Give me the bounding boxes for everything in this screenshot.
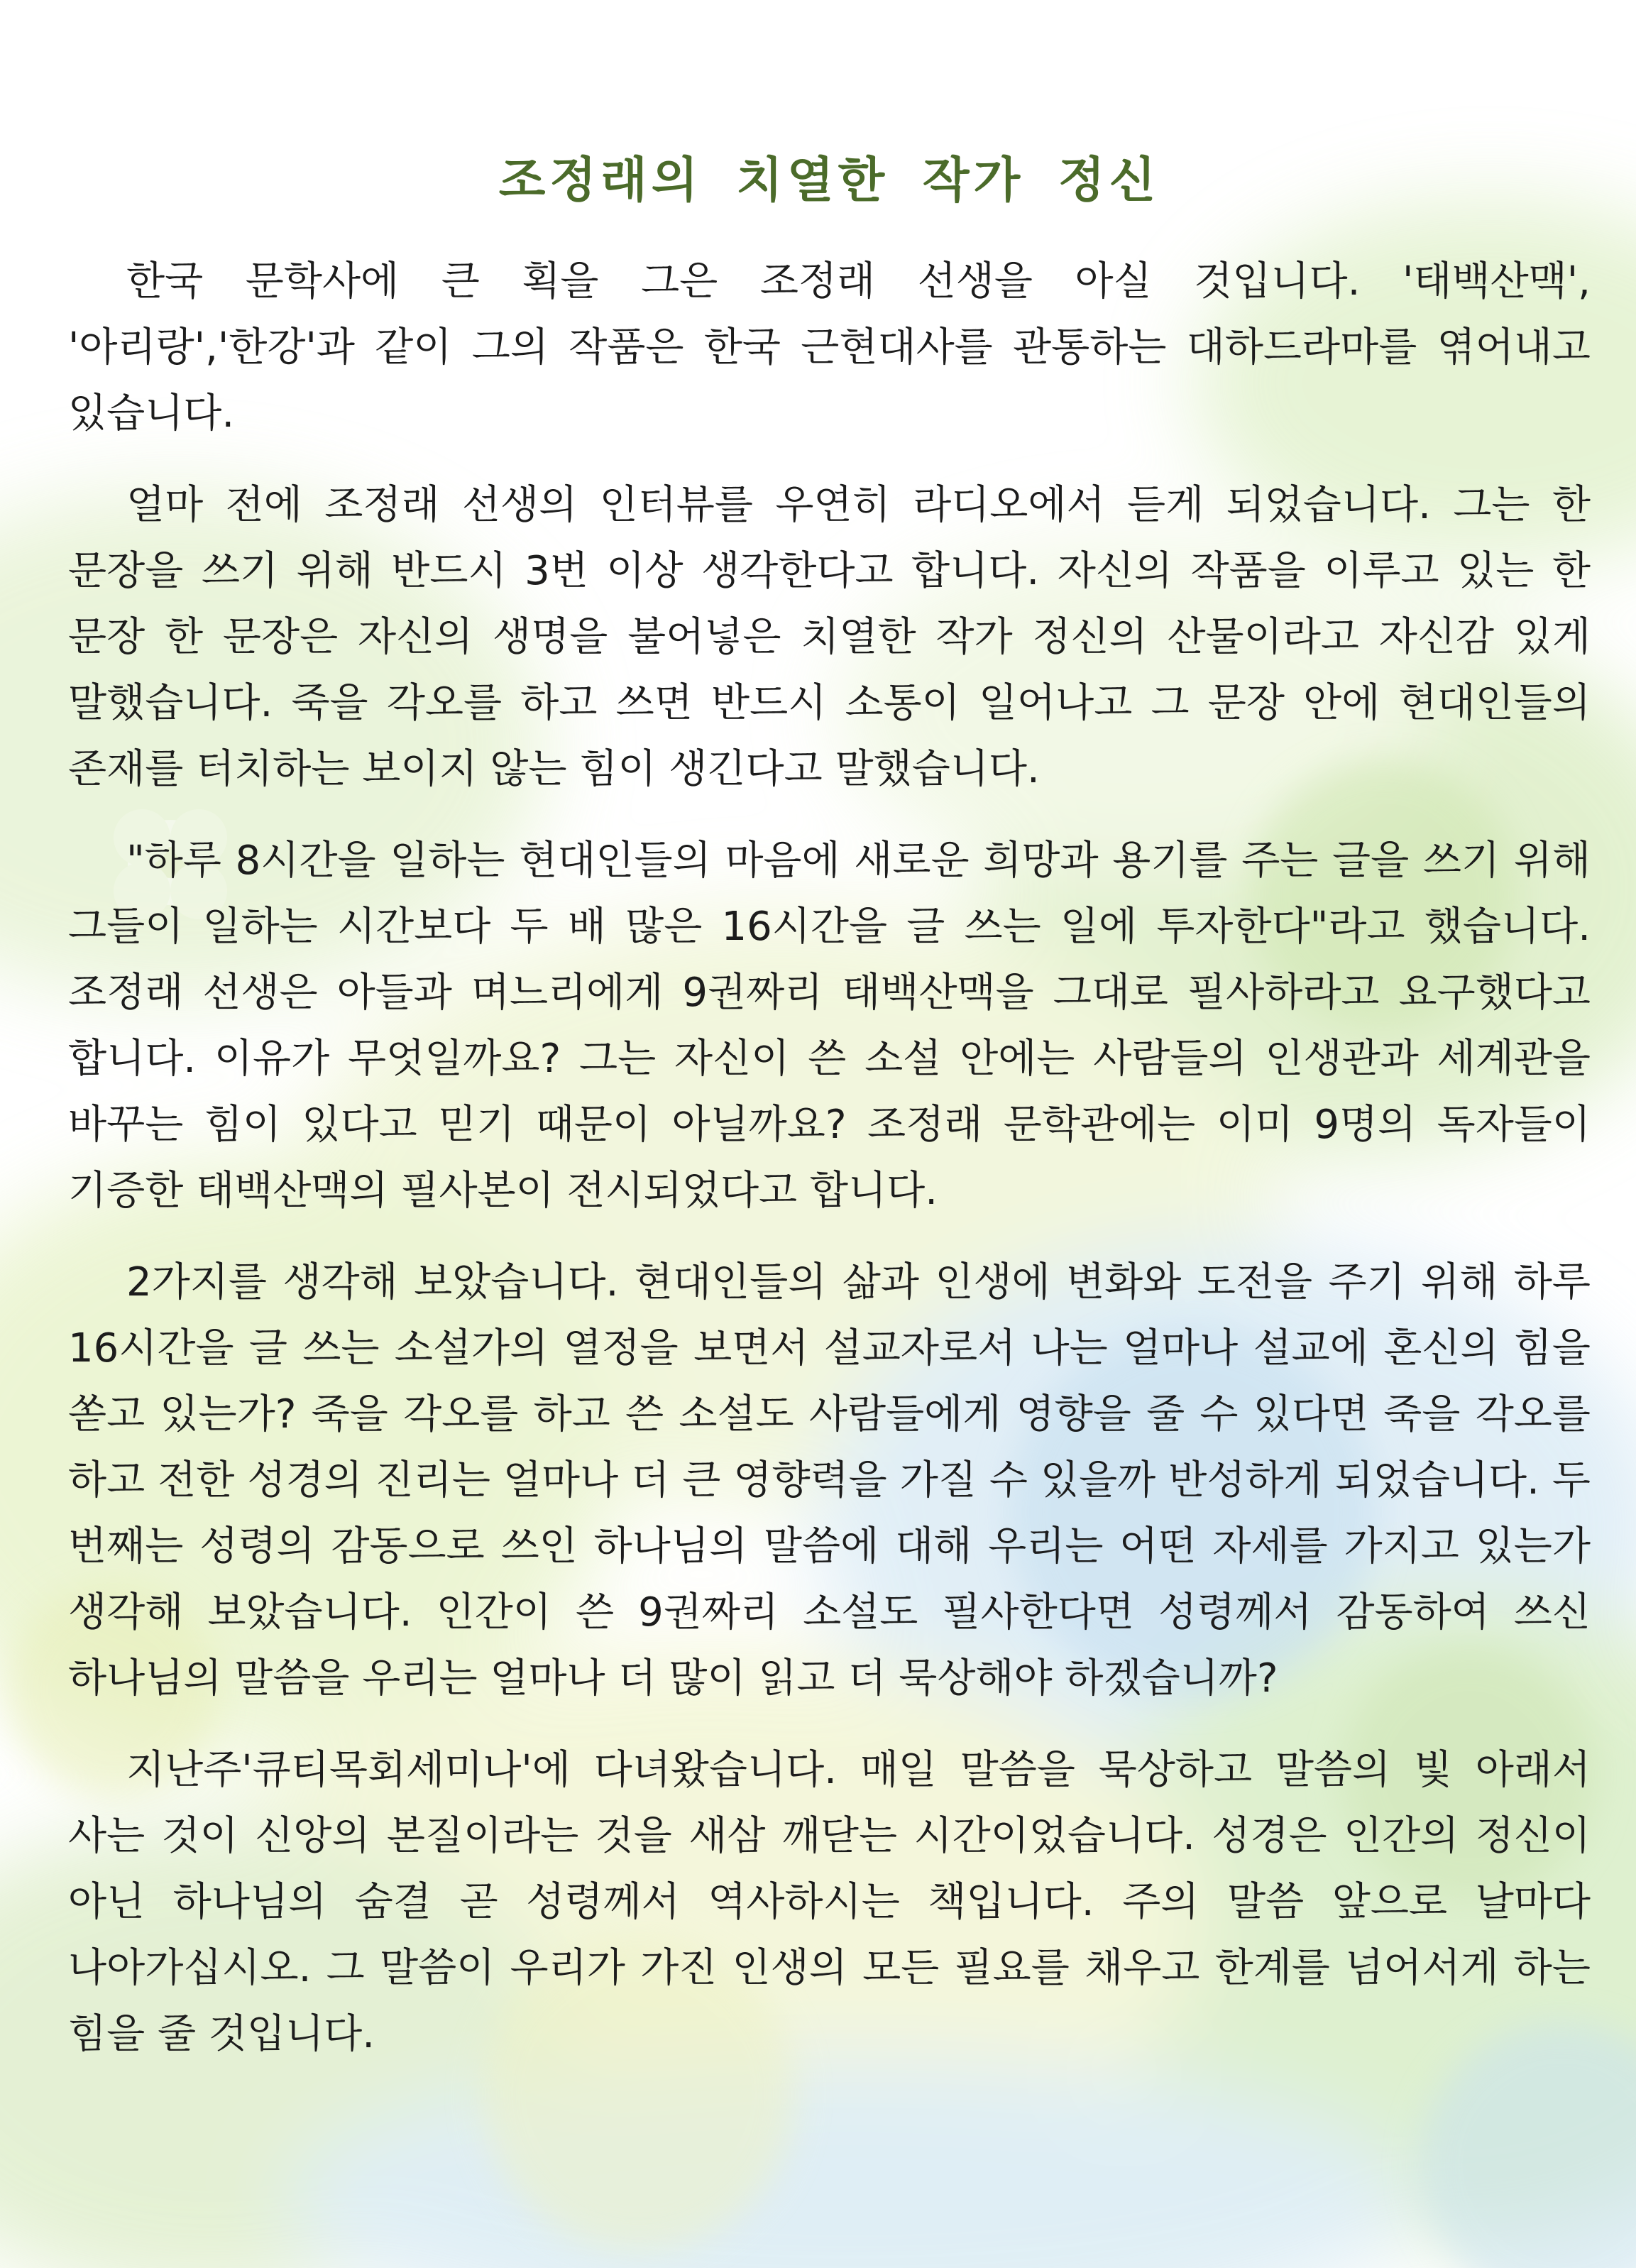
paragraph-4: 2가지를 생각해 보았습니다. 현대인들의 삶과 인생에 변화와 도전을 주기 위해 하루 16시간을 글 쓰는 소설가의 열정을 보면서 설교자로서 나는 얼마나 설교에 혼신의 힘을 쏟고 있는가? 죽을 각오를 하고 쓴 소설도 사람들에게 영향을 줄 수 있다면 죽을 각오를 하고 전한 성경의 진리는 얼마나 더 큰 영향력을 가질 수 있을까 반성하게 되었습니다. 두 번째는 성령의 감동으로 쓰인 하나님의 말씀에 대해 우리는 어떤 자세를 가지고 있는가 생각해 보았습니다. 인간이 쓴 9권짜리 소설도 필사한다면 성령께서 감동하여 쓰신 하나님의 말씀을 우리는 얼마나 더 많이 읽고 더 묵상해야 하겠습니까? [68,1259,1591,1702]
paragraph-3: "하루 8시간을 일하는 현대인들의 마음에 새로운 희망과 용기를 주는 글을 쓰기 위해 그들이 일하는 시간보다 두 배 많은 16시간을 글 쓰는 일에 투자한다"라고 했습니다. 조정래 선생은 아들과 며느리에게 9권짜리 태백산맥을 그대로 필사하라고 요구했다고 합니다. 이유가 무엇일까요? 그는 자신이 쓴 소설 안에는 사람들의 인생관과 세계관을 바꾸는 힘이 있다고 믿기 때문이 아닐까요? 조정래 문학관에는 이미 9명의 독자들이 기증한 태백산맥의 필사본이 전시되었다고 합니다. [68,838,1591,1214]
document-page [68,142,1591,2093]
paragraph-1: 한국 문학사에 큰 획을 그은 조정래 선생을 아실 것입니다. '태백산맥', '아리랑','한강'과 같이 그의 작품은 한국 근현대사를 관통하는 대하드라마를 엮어내고 있습니다. [68,258,1591,437]
paragraph-2: 얼마 전에 조정래 선생의 인터뷰를 우연히 라디오에서 듣게 되었습니다. 그는 한 문장을 쓰기 위해 반드시 3번 이상 생각한다고 합니다. 자신의 작품을 이루고 있는 한 문장 한 문장은 자신의 생명을 불어넣은 치열한 작가 정신의 산물이라고 자신감 있게 말했습니다. 죽을 각오를 하고 쓰면 반드시 소통이 일어나고 그 문장 안에 현대인들의 존재를 터치하는 보이지 않는 힘이 생긴다고 말했습니다. [68,482,1591,792]
paragraph-5: 지난주'큐티목회세미나'에 다녀왔습니다. 매일 말씀을 묵상하고 말씀의 빛 아래서 사는 것이 신앙의 본질이라는 것을 새삼 깨닫는 시간이었습니다. 성경은 인간의 정신이 아닌 하나님의 숨결 곧 성령께서 역사하시는 책입니다. 주의 말씀 앞으로 날마다 나아가십시오. 그 말씀이 우리가 가진 인생의 모든 필요를 채우고 한계를 넘어서게 하는 힘을 줄 것입니다. [68,1747,1591,2057]
document-title: 조정래의 치열한 작가 정신 [498,153,1160,209]
